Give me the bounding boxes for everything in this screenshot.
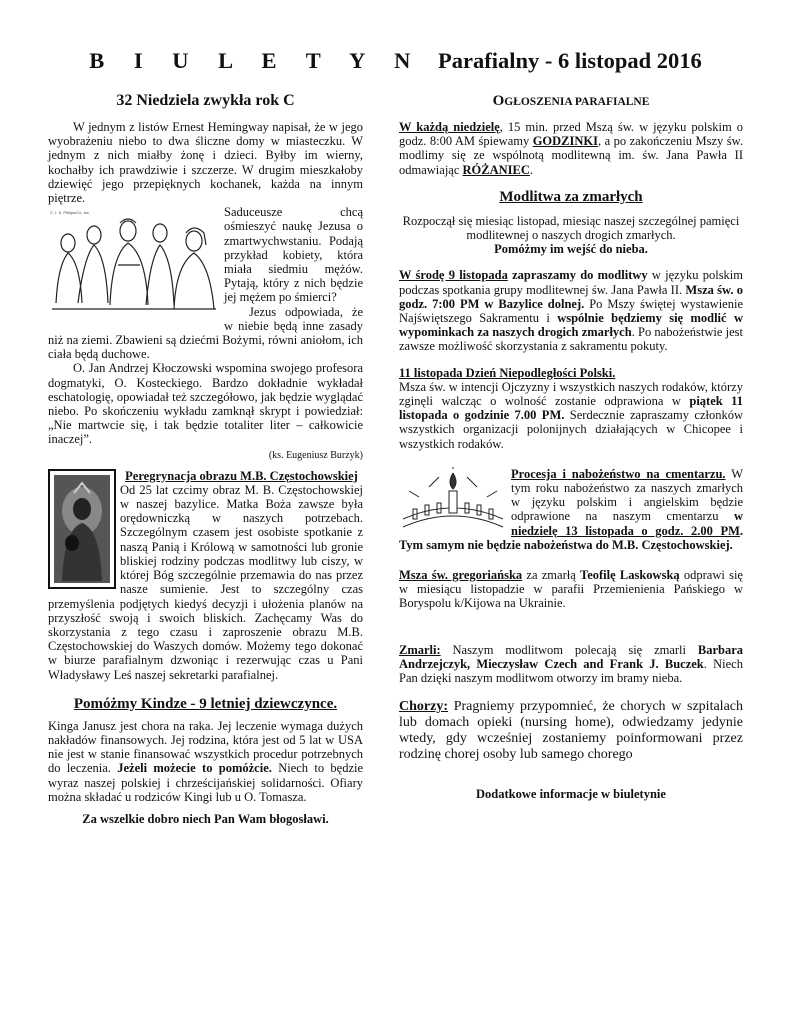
- wed-t1: w języku polskim podczas spotkania grupy modlitewnej św. Jana Pawła II.: [399, 268, 743, 297]
- wednesday-announcement: [399, 268, 743, 353]
- sunday-u: W każdą niedzielę: [399, 120, 500, 134]
- more-info: Dodatkowe informacje w biuletynie: [476, 787, 666, 802]
- sick-announcement: [399, 699, 743, 763]
- kinga-text-2: Niech to będzie wyraz naszej polskiej i chrześcijańskiej solidarności. Ofiary można składać u rodziców Kingi lub u O. Tomasza.: [48, 761, 364, 804]
- indep-b1: piątek 11 listopada o godzinie 7.00 PM.: [399, 394, 743, 423]
- peregrination-heading: Peregrynacja obrazu M.B. Częstochowskiej: [125, 468, 358, 483]
- prayer-bold: Pomóżmy im wejść do nieba.: [494, 242, 648, 257]
- candles-icon: [399, 467, 507, 533]
- wed-t3: . Po nabożeństwie jest zawsze możliwość skorzystania z sakramentu pokuty.: [399, 325, 743, 354]
- independence-announcement: [399, 366, 743, 451]
- icon-our-lady-image: [48, 469, 116, 589]
- wed-t2: Po Mszy świętej wystawienie Najświętszego Sakramentu i: [399, 296, 743, 326]
- left-column: [48, 92, 363, 839]
- peregrination-text: Od 25 lat czcimy obraz M. B. Częstochowskiej w naszej bazylice. Matka Boża zawsze była orędowniczką w naszych potrzebach. Szczególnym czasem jest osobiste spotkanie z naszą Panią i Królową w samotności lub gronie bliskiej rodziny podczas modlitwy lub ciszy, w której Bóg szczególnie przemawia do nas przez nasze sumienie. Jest to szczególny czas przemyślenia podjętych kiedyś decyzji i ułożenia planów na przyszłość swoją i swoich bliskich. Zachęcamy Was do skorzystania z tego czasu i zaproszenie obrazu M.B. Częstochowskiej do Waszych domów. Możemy tego dokonać w biurze parafialnym dzwoniąc i rezerwując czas u Pani Władysławy Leś naszej sekretarki parafialnej.: [48, 482, 363, 682]
- sunday-t3: .: [529, 162, 534, 177]
- dead-t2: . Niech Pan dzięki naszym modlitwom otworzy im bramy nieba.: [399, 656, 743, 686]
- wed-b3: wspólnie będziemy się modlić w wypominkach za naszych drogich zmarłych: [399, 311, 743, 340]
- ann-title-big: O: [492, 93, 505, 109]
- gregorian-announcement: [399, 568, 743, 611]
- ann-title-rest: GŁOSZENIA PARAFIALNE: [504, 96, 650, 108]
- cem-b1: w: [733, 509, 743, 524]
- sick-t1: Pragniemy przypomnieć, że chorych w szpitalach lub domach opieki (nursing home), odwiedzamy jedynie wtedy, gdy wcześniej zostaniemy poinformowani przez rodzinę chorej osoby lub samego chorego: [399, 699, 743, 763]
- jesus-answer-paragraph: Jezus odpowiada, że w niebie będą inne zasady niż na ziemi. Zbawieni są dziećmi Bożymi, równi aniołom, ich ciała będą duchowe.: [48, 304, 363, 362]
- prayer-heading: Modlitwa za zmarłych: [499, 188, 643, 205]
- title-spaced: B I U L E T Y N: [89, 48, 423, 73]
- image-caption: C. I. S. Philips/Co. Inc.: [50, 210, 91, 216]
- indep-t2: Serdecznie zapraszamy członków wszystkich organizacji polonijnych działających w Chicopee i wszystkich rodaków.: [399, 408, 743, 451]
- sunday-b1: GODZINKI: [532, 134, 598, 149]
- sunday-b2: RÓŻANIEC: [462, 162, 530, 177]
- cem-u: Procesja i nabożeństwo na cmentarzu.: [511, 466, 726, 481]
- title-rest: Parafialny - 6 listopad 2016: [438, 48, 702, 73]
- sunday-t2: , a po zakończeniu Mszy św. modlimy się ze wspólnotą modlitewną im. św. Jana Pawła II odmawiając: [399, 134, 743, 177]
- kinga-text-1: Kinga Janusz jest chora na raka. Jej leczenie wymaga dużych nakładów finansowych. Jej rodzina, która jest od 5 lat w USA nie jest w stanie finansować wszystkich procedur potrzebnych do leczenia.: [48, 718, 363, 776]
- hemingway-paragraph: W jednym z listów Ernest Hemingway napisał, że w jego wyobrażeniu niebo to dwa śliczne domy w miasteczku. W jednym z nich miałby żonę i dzieci. Byłby im wierny, kochałby ich prawdziwie i szczerze. W drugim mieszkałoby dziewięć jego przepięknych kochanek, każda na innym piętrze.: [48, 120, 363, 206]
- page-title: [0, 48, 791, 74]
- kloczowski-paragraph: O. Jan Andrzej Kłoczowski wspomina swojego profesora dogmatyki, O. Kosteckiego. Bardzo dokładnie wykładał eschatologię, opowiadał też szczegółowo, jak będzie wyglądać niebo. Po skończeniu wykładu zamknął skrypt i powiedział: „Nie martwcie się, i tak będzie totaliter liter – całkowicie inaczej”.: [48, 361, 363, 447]
- greg-b1: Teofilę Laskowską: [580, 568, 680, 583]
- kinga-bold: Jeżeli możecie to pomóżcie.: [117, 761, 272, 776]
- announcements-heading: [399, 92, 743, 110]
- dead-b1: Barbara Andrzejczyk, Mieczysław Czech and Frank J. Buczek: [399, 642, 743, 671]
- dead-u: Zmarli:: [399, 642, 441, 657]
- saducees-paragraph: Saduceusze chcą ośmieszyć naukę Jezusa o zmartwychwstaniu. Podają przykład kobiety, która miała siedmiu mężów. Pytają, który z nich będzie jej mężem po śmierci?: [224, 205, 363, 305]
- blessing: Za wszelkie dobro niech Pan Wam błogosławi.: [82, 811, 329, 826]
- sick-u: Chorzy:: [399, 699, 448, 715]
- deceased-announcement: [399, 643, 743, 686]
- indep-u: 11 listopada Dzień Niepodległości Polski.: [399, 365, 616, 380]
- kinga-text: [48, 719, 363, 804]
- kinga-heading: Pomóżmy Kindze - 9 letniej dziewczynce.: [73, 695, 338, 712]
- wed-b1: zapraszamy do modlitwy: [507, 268, 648, 283]
- sunday-t1: , 15 min. przed Mszą św. w języku polskim o godz. 8:00 AM śpiewamy: [399, 120, 743, 149]
- prayer-text: Rozpoczął się miesiąc listopad, miesiąc naszej szczególnej pamięci modlitewnej o naszych drogich zmarłych.: [402, 213, 740, 243]
- right-column: [399, 92, 743, 815]
- cem-t1: W tym roku nabożeństwo za naszych zmarłych w języku polskim i angielskim będzie odprawione na naszym cmentarzu: [511, 466, 743, 524]
- cem-b2: . Tym samym nie będzie nabożeństwa do M.B. Częstochowskiej.: [399, 523, 743, 552]
- greg-t1: za zmarłą: [522, 568, 581, 583]
- dead-t1: Naszym modlitwom polecają się zmarli: [440, 642, 698, 657]
- cem-bu: niedzielę 13 listopada o godz. 2.00 PM: [511, 523, 740, 538]
- sunday-heading: 32 Niedziela zwykła rok C: [116, 92, 295, 109]
- illustration-jesus-saducees: [48, 205, 220, 323]
- indep-t1: Msza św. w intencji Ojczyzny i wszystkich naszych rodaków, którzy zginęli walcząc o wolność zostanie odprawiona w: [399, 379, 743, 409]
- wed-u: W środę 9 listopada: [399, 268, 508, 283]
- signature: (ks. Eugeniusz Burzyk): [268, 449, 363, 461]
- greg-t2: odprawi się w miesiącu listopadzie w parafii Przemienienia Pańskiego w Boryspolu k/Kijowa na Ukrainie.: [399, 568, 743, 611]
- wed-b2: Msza św. o godz. 7:00 PM w Bazylice dolnej.: [399, 282, 743, 311]
- sunday-announcement: [399, 120, 743, 177]
- greg-u: Msza św. gregoriańska: [399, 568, 523, 583]
